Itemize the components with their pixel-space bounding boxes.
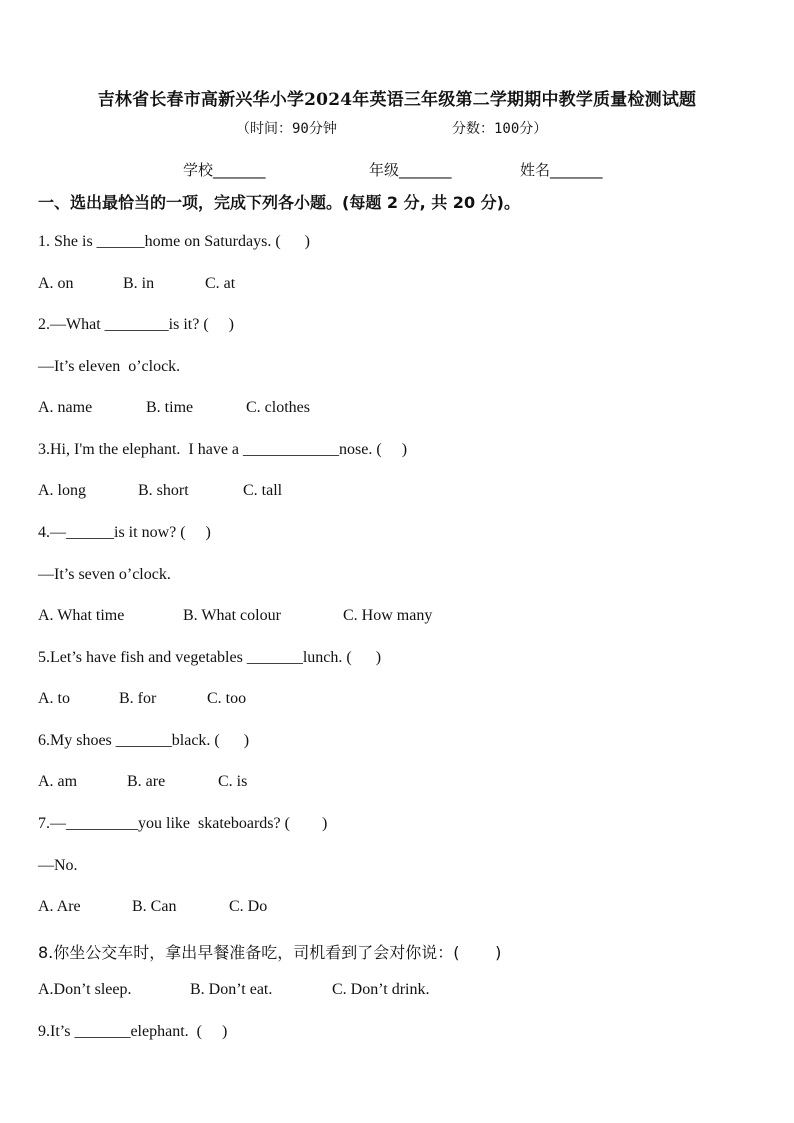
question-4-stem: 4.—______is it now? ( ) xyxy=(38,524,211,541)
question-2-option-b: B. time xyxy=(146,399,194,416)
question-1-option-a: A. on xyxy=(38,275,74,292)
question-7-reply: —No. xyxy=(38,857,78,874)
name-field: 姓名_______ xyxy=(520,161,603,179)
question-2-option-a: A. name xyxy=(38,399,93,416)
grade-field: 年级_______ xyxy=(369,161,452,179)
question-7-option-a: A. Are xyxy=(38,898,81,915)
question-8-option-a: A.Don’t sleep. xyxy=(38,981,132,998)
question-3-stem: 3.Hi, I'm the elephant. I have a ____________nose. ( ) xyxy=(38,441,408,458)
question-1-option-c: C. at xyxy=(205,275,236,292)
exam-time: （时间：90分钟 xyxy=(236,121,337,137)
question-2-option-c: C. clothes xyxy=(246,399,310,416)
question-7-option-b: B. Can xyxy=(132,898,177,915)
school-field: 学校_______ xyxy=(183,161,266,179)
question-4-option-a: A. What time xyxy=(38,607,125,624)
question-6-option-a: A. am xyxy=(38,773,78,790)
question-3-option-a: A. long xyxy=(38,482,86,499)
exam-title: 吉林省长春市高新兴华小学2024年英语三年级第二学期期中教学质量检测试题 xyxy=(97,90,697,110)
question-9-stem: 9.It’s _______elephant. ( ) xyxy=(38,1023,228,1040)
question-8-stem: 8.你坐公交车时，拿出早餐准备吃，司机看到了会对你说：( ) xyxy=(38,943,502,962)
question-7-stem: 7.—_________you like skateboards? ( ) xyxy=(38,815,328,832)
question-3-option-b: B. short xyxy=(138,482,189,499)
question-5-stem: 5.Let’s have fish and vegetables _______lunch. ( ) xyxy=(38,649,382,666)
question-2-reply: —It’s eleven o’clock. xyxy=(38,358,181,375)
question-8-option-c: C. Don’t drink. xyxy=(332,981,430,998)
section-heading: 一、选出最恰当的一项，完成下列各小题。(每题 2 分, 共 20 分)。 xyxy=(38,193,520,212)
question-1-option-b: B. in xyxy=(123,275,155,292)
question-1-stem: 1. She is ______home on Saturdays. ( ) xyxy=(38,233,310,250)
question-4-option-b: B. What colour xyxy=(183,607,281,624)
question-4-reply: —It’s seven o’clock. xyxy=(38,566,171,583)
question-2-stem: 2.—What ________is it? ( ) xyxy=(38,316,234,333)
exam-score: 分数：100分） xyxy=(452,121,548,137)
question-4-option-c: C. How many xyxy=(343,607,433,624)
question-3-option-c: C. tall xyxy=(243,482,283,499)
question-6-stem: 6.My shoes _______black. ( ) xyxy=(38,732,250,749)
question-7-option-c: C. Do xyxy=(229,898,268,915)
question-5-option-b: B. for xyxy=(119,690,157,707)
question-8-option-b: B. Don’t eat. xyxy=(190,981,273,998)
question-5-option-a: A. to xyxy=(38,690,70,707)
question-5-option-c: C. too xyxy=(207,690,247,707)
question-6-option-c: C. is xyxy=(218,773,248,790)
question-6-option-b: B. are xyxy=(127,773,166,790)
